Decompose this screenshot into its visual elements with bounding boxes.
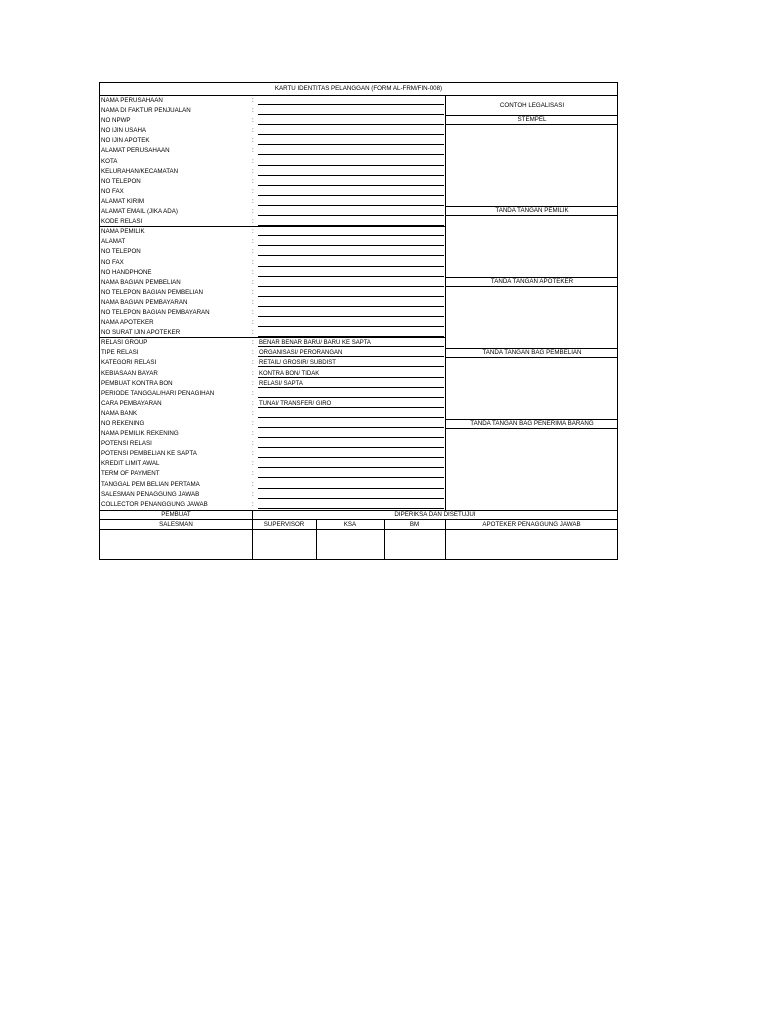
bm-signature-box[interactable]: [384, 530, 445, 560]
divider: [445, 530, 446, 560]
field-colon: :: [252, 187, 254, 195]
divider: [316, 520, 317, 529]
apoteker-pj-signature-box[interactable]: [445, 530, 618, 560]
form-row: [100, 227, 445, 237]
form-row: [100, 379, 445, 389]
field-colon: :: [252, 379, 254, 387]
field-colon: :: [252, 319, 254, 327]
field-label: CARA PEMBAYARAN: [101, 399, 162, 407]
field-value-line[interactable]: [258, 259, 444, 267]
tanda-tangan-penerima-header: TANDA TANGAN BAG PENERIMA BARANG: [446, 420, 618, 429]
field-colon: :: [252, 460, 254, 468]
field-value-line[interactable]: [258, 470, 444, 478]
pembuat-header: PEMBUAT: [161, 511, 191, 518]
form-fields: [100, 96, 445, 510]
salesman-signature-box[interactable]: [100, 530, 252, 560]
field-colon: :: [252, 228, 254, 236]
supervisor-label: SUPERVISOR: [263, 521, 305, 528]
form-row: [100, 308, 445, 318]
form-row: [100, 348, 445, 358]
field-label: RELASI GROUP: [101, 339, 148, 347]
field-colon: :: [252, 208, 254, 216]
field-colon: :: [252, 248, 254, 256]
field-value-line[interactable]: [258, 158, 444, 166]
field-label: PEMBUAT KONTRA BON: [101, 379, 173, 387]
field-colon: :: [252, 137, 254, 145]
form-row: [100, 500, 445, 510]
form-row: [100, 439, 445, 449]
field-label: NAMA BANK: [101, 409, 138, 417]
ksa-signature-box[interactable]: [316, 530, 384, 560]
form-row: [100, 167, 445, 177]
tanda-tangan-apoteker-header: TANDA TANGAN APOTEKER: [446, 278, 618, 287]
field-colon: :: [252, 480, 254, 488]
tanda-tangan-pembelian-header: TANDA TANGAN BAG PEMBELIAN: [446, 349, 618, 358]
field-label: ALAMAT PERUSAHAAN: [101, 147, 170, 155]
field-value-line[interactable]: [258, 168, 444, 176]
field-value-line[interactable]: [258, 198, 444, 206]
form-row: [100, 358, 445, 368]
field-value-line[interactable]: ORGANISASI/ PERORANGAN: [258, 349, 444, 357]
field-label: PERIODE TANGGAL/HARI PENAGIHAN: [101, 389, 215, 397]
form-row: [100, 157, 445, 167]
field-colon: :: [252, 177, 254, 185]
field-label: NAMA APOTEKER: [101, 319, 154, 327]
field-colon: :: [252, 167, 254, 175]
form-row: [100, 338, 445, 348]
field-label: NO TELEPON: [101, 177, 141, 185]
salesman-label: SALESMAN: [159, 521, 193, 528]
field-value-line[interactable]: [258, 329, 444, 337]
field-colon: :: [252, 97, 254, 104]
field-colon: :: [252, 268, 254, 276]
field-value-line[interactable]: [258, 491, 444, 499]
field-colon: :: [252, 369, 254, 377]
field-value-line[interactable]: [258, 430, 444, 438]
field-value-line[interactable]: [258, 279, 444, 287]
field-colon: :: [252, 117, 254, 125]
form-row: [100, 298, 445, 308]
stempel-header: STEMPEL: [446, 116, 618, 125]
field-value-line[interactable]: RELASI/ SAPTA: [258, 380, 444, 388]
field-value-line[interactable]: [258, 248, 444, 256]
contoh-legalisasi-header: CONTOH LEGALISASI: [446, 96, 618, 116]
field-colon: :: [252, 107, 254, 115]
field-colon: :: [252, 349, 254, 357]
field-label: NO TELEPON BAGIAN PEMBAYARAN: [101, 308, 210, 316]
field-label: NO IJIN USAHA: [101, 127, 147, 135]
field-value-line[interactable]: [258, 481, 444, 489]
field-colon: :: [252, 258, 254, 266]
field-colon: :: [252, 298, 254, 306]
field-value-line[interactable]: [258, 208, 444, 216]
form-row: [100, 207, 445, 217]
field-value-line[interactable]: [258, 238, 444, 246]
form-row: [100, 318, 445, 328]
field-label: KELURAHAN/KECAMATAN: [101, 167, 179, 175]
field-colon: :: [252, 127, 254, 135]
diperiksa-header: DIPERIKSA DAN DISETUJUI: [394, 511, 476, 518]
form-row: [100, 96, 445, 106]
field-label: NAMA PEMILIK REKENING: [101, 430, 179, 438]
ksa-label: KSA: [343, 521, 357, 528]
field-value-line[interactable]: [258, 440, 444, 448]
field-colon: :: [252, 500, 254, 508]
form-row: [100, 197, 445, 207]
field-colon: :: [252, 420, 254, 427]
stempel-box[interactable]: [446, 125, 618, 207]
form-row: [100, 247, 445, 257]
field-colon: :: [252, 409, 254, 417]
form-row: [100, 258, 445, 268]
field-colon: :: [252, 339, 254, 347]
field-value-line[interactable]: [258, 390, 444, 398]
form-row: [100, 278, 445, 288]
form-row: [100, 469, 445, 479]
form-row: [100, 116, 445, 126]
field-colon: :: [252, 450, 254, 458]
field-label: NO NPWP: [101, 117, 131, 125]
field-label: NO FAX: [101, 187, 124, 195]
field-value-line[interactable]: [258, 410, 444, 418]
field-colon: :: [252, 329, 254, 337]
field-colon: :: [252, 359, 254, 367]
field-colon: :: [252, 490, 254, 498]
field-value-line[interactable]: [258, 289, 444, 297]
field-colon: :: [252, 308, 254, 316]
form-row: [100, 490, 445, 500]
field-label: KOTA: [101, 157, 118, 165]
bm-label: BM: [409, 521, 420, 528]
form-row: [100, 419, 445, 429]
tanda-tangan-pemilik-box[interactable]: [446, 216, 618, 278]
field-value-line[interactable]: [258, 299, 444, 307]
approval-section: [100, 510, 617, 560]
divider: [252, 511, 253, 519]
divider: [445, 520, 446, 529]
field-colon: :: [252, 218, 254, 226]
field-label: SALESMAN PENAGGUNG JAWAB: [101, 490, 200, 498]
field-value-line[interactable]: [258, 501, 444, 509]
field-label: KREDIT LIMIT AWAL: [101, 460, 160, 468]
field-label: TIPE RELASI: [101, 349, 139, 357]
field-label: ALAMAT EMAIL (JIKA ADA): [101, 208, 178, 216]
apoteker-pj-label: APOTEKER PENAGGUNG JAWAB: [482, 521, 581, 528]
field-colon: :: [252, 197, 254, 205]
tanda-tangan-penerima-box[interactable]: [446, 429, 618, 510]
field-value-line[interactable]: [258, 228, 444, 236]
field-label: NAMA DI FAKTUR PENJUALAN: [101, 107, 191, 115]
form-row: [100, 126, 445, 136]
field-label: KATEGORI RELASI: [101, 359, 157, 367]
form-row: [100, 399, 445, 409]
field-value-line[interactable]: RETAIL/ GROSIR/ SUBDIST: [258, 359, 444, 367]
field-label: KODE RELASI: [101, 218, 143, 226]
field-label: NAMA BAGIAN PEMBAYARAN: [101, 298, 188, 306]
field-value-line[interactable]: [258, 319, 444, 327]
field-value-line[interactable]: [258, 117, 444, 125]
field-label: NO TELEPON BAGIAN PEMBELIAN: [101, 288, 204, 296]
tanda-tangan-apoteker-box[interactable]: [446, 287, 618, 349]
field-value-line[interactable]: [258, 450, 444, 458]
field-value-line[interactable]: TUNAI/ TRANSFER/ GIRO: [258, 400, 444, 408]
tanda-tangan-pembelian-box[interactable]: [446, 358, 618, 420]
field-label: POTENSI RELASI: [101, 440, 152, 448]
field-value-line[interactable]: [258, 107, 444, 115]
field-value-line[interactable]: [258, 137, 444, 145]
form-row: [100, 429, 445, 439]
field-value-line[interactable]: [258, 420, 444, 428]
field-value-line[interactable]: [258, 178, 444, 186]
field-label: ALAMAT: [101, 238, 126, 246]
approval-role-header: [100, 520, 617, 530]
field-value-line[interactable]: [258, 97, 444, 105]
field-label: NO REKENING: [101, 420, 145, 427]
field-value-line[interactable]: [258, 127, 444, 135]
field-colon: :: [252, 430, 254, 438]
field-colon: :: [252, 238, 254, 246]
form-row: [100, 389, 445, 399]
form-row: [100, 106, 445, 116]
field-colon: :: [252, 147, 254, 155]
field-value-line[interactable]: BENAR BENAR BARU/ BARU KE SAPTA: [258, 339, 444, 347]
field-label: NO HANDPHONE: [101, 268, 152, 276]
form-row: [100, 268, 445, 278]
field-label: TANGGAL PEM BELIAN PERTAMA: [101, 480, 200, 488]
form-row: [100, 177, 445, 187]
field-colon: :: [252, 470, 254, 478]
field-value-line[interactable]: KONTRA BON/ TIDAK: [258, 370, 444, 378]
field-label: NO IJIN APOTEK: [101, 137, 150, 145]
form-row: [100, 237, 445, 247]
form-row: [100, 459, 445, 469]
legalization-panel: [445, 96, 618, 510]
form-title: KARTU IDENTITAS PELANGGAN (FORM AL-FRM/FIN-008): [100, 83, 617, 96]
form-row: [100, 136, 445, 146]
divider: [384, 530, 385, 560]
field-label: NO TELEPON: [101, 248, 141, 256]
field-label: NAMA PEMILIK: [101, 228, 145, 236]
field-label: POTENSI PEMBELIAN KE SAPTA: [101, 450, 197, 458]
tanda-tangan-pemilik-header: TANDA TANGAN PEMILIK: [446, 207, 618, 216]
field-value-line[interactable]: [258, 269, 444, 277]
form-row: [100, 328, 445, 338]
customer-identity-form: [99, 82, 618, 560]
divider: [384, 520, 385, 529]
divider: [252, 520, 253, 529]
field-label: NAMA BAGIAN PEMBELIAN: [101, 278, 181, 286]
field-label: TERM OF PAYMENT: [101, 470, 160, 478]
form-row: [100, 146, 445, 156]
field-label: NAMA PERUSAHAAN: [101, 97, 163, 104]
approval-signature-row: [100, 530, 617, 560]
form-row: [100, 369, 445, 379]
form-row: [100, 409, 445, 419]
form-row: [100, 217, 445, 227]
field-colon: :: [252, 399, 254, 407]
field-value-line[interactable]: [258, 147, 444, 155]
approval-group-header: [100, 511, 617, 520]
field-colon: :: [252, 157, 254, 165]
form-row: [100, 288, 445, 298]
divider: [316, 530, 317, 560]
form-row: [100, 187, 445, 197]
field-label: NO FAX: [101, 258, 124, 266]
field-value-line[interactable]: [258, 309, 444, 317]
field-value-line[interactable]: [258, 460, 444, 468]
field-label: NO SURAT IJIN APOTEKER: [101, 329, 181, 337]
field-value-line[interactable]: [258, 188, 444, 196]
field-label: KEBIASAAN BAYAR: [101, 369, 158, 377]
field-label: COLLECTOR PENANGGUNG JAWAB: [101, 500, 208, 508]
field-value-line[interactable]: [258, 218, 444, 226]
field-colon: :: [252, 278, 254, 286]
field-colon: :: [252, 440, 254, 448]
field-colon: :: [252, 288, 254, 296]
form-row: [100, 480, 445, 490]
form-row: [100, 449, 445, 459]
divider: [252, 530, 253, 560]
supervisor-signature-box[interactable]: [252, 530, 316, 560]
field-colon: :: [252, 389, 254, 397]
field-label: ALAMAT KIRIM: [101, 197, 145, 205]
